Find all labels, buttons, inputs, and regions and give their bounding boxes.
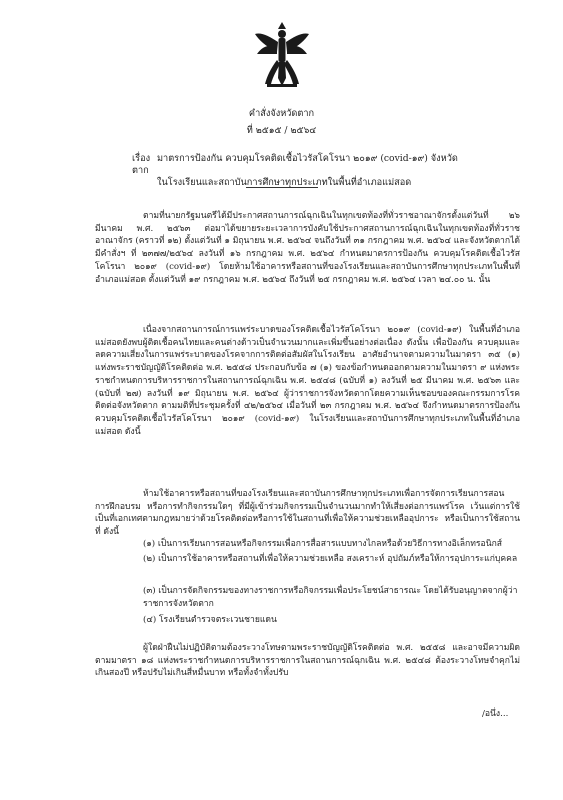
continued-marker: /อนึ่ง...: [482, 709, 509, 719]
garuda-emblem-icon: [253, 20, 311, 90]
paragraph-penalty: [95, 642, 520, 680]
paragraph-reason: [95, 324, 520, 438]
subject-label: เรื่อง: [132, 153, 151, 164]
paragraph-prohibition: [95, 488, 520, 539]
subject-line-2: ในโรงเรียนและสถาบันการศึกษาทุกประเภทในพื้นที่อำเภอแม่สอด: [157, 177, 412, 188]
subject-line-1: มาตรการป้องกัน ควบคุมโรคติดเชื้อไวรัสโคโรนา ๒๐๑๙ (covid-๑๙) จังหวัดตาก: [132, 153, 458, 176]
paragraph-background: [95, 210, 520, 286]
subject-block: [132, 153, 462, 189]
paragraph-prohibition-text: ห้ามใช้อาคารหรือสถานที่ของโรงเรียนและสถาบันการศึกษาทุกประเภทเพื่อการจัดการเรียนการสอน การฝึกอบรม หรือการทำกิจกรรมใดๆ ที่มีผู้เข้าร่วมกิจกรรมเป็นจำนวนมากทำให้เสี่ยงต่อการแพร่โรค เว้นแต่การใช้เป็นที่เอกเทศตามกฎหมายว่าด้วยโรคติดต่อหรือการใช้ในสถานที่เพื่อให้ความช่วยเหลืออุปการะ หรือเป็นการใช้สถานที่ ดังนี้: [95, 489, 520, 538]
list-item: (๑) เป็นการเรียนการสอนหรือกิจกรรมเพื่อการสื่อสารแบบทางไกลหรือด้วยวิธีการทางอิเล็กทรอนิกส์: [143, 539, 503, 549]
divider-line: [246, 187, 318, 188]
order-number: ที่ ๒๕๑๕ / ๒๕๖๔: [246, 125, 317, 136]
document-title: คำสั่งจังหวัดตาก: [248, 108, 315, 119]
list-item: (๔) โรงเรียนตำรวจตระเวนชายแดน: [143, 615, 277, 625]
paragraph-background-text: ตามที่นายกรัฐมนตรีได้มีประกาศสถานการณ์ฉุกเฉินในทุกเขตท้องที่ทั่วราชอาณาจักรตั้งแต่วันที่ ๒๖ มีนาคม พ.ศ. ๒๕๖๓ ต่อมาได้ขยายระยะเวลาการบังคับใช้ประกาศสถานการณ์ฉุกเฉินในทุกเขตท้องที่ทั่วราชอาณาจักร (คราวที่ ๑๒) ตั้งแต่วันที่ ๑ มิถุนายน พ.ศ. ๒๕๖๔ จนถึงวันที่ ๓๑ กรกฎาคม พ.ศ. ๒๕๖๔ และจังหวัดตากได้มีคำสั่งฯ ที่ ๒๓๗๗/๒๕๖๔ ลงวันที่ ๑๖ กรกฎาคม พ.ศ. ๒๕๖๔ กำหนดมาตรการป้องกัน ควบคุมโรคติดเชื้อไวรัสโคโรนา ๒๐๑๙ (covid-๑๙) โดยห้ามใช้อาคารหรือสถานที่ของโรงเรียนและสถาบันการศึกษาทุกประเภทในพื้นที่อำเภอแม่สอด ตั้งแต่วันที่ ๑๙ กรกฎาคม พ.ศ. ๒๕๖๔ ถึงวันที่ ๒๕ กรกฎาคม พ.ศ. ๒๕๖๔ เวลา ๒๔.๐๐ น. นั้น: [95, 211, 520, 285]
paragraph-penalty-text: ผู้ใดฝ่าฝืนไม่ปฏิบัติตามต้องระวางโทษตามพระราชบัญญัติโรคติดต่อ พ.ศ. ๒๕๕๘ และอาจมีความผิดตามมาตรา ๑๘ แห่งพระราชกำหนดการบริหารราชการในสถานการณ์ฉุกเฉิน พ.ศ. ๒๕๔๘ ต้องระวางโทษจำคุกไม่เกินสองปี หรือปรับไม่เกินสี่หมื่นบาท หรือทั้งจำทั้งปรับ: [95, 643, 520, 679]
list-item: (๓) เป็นการจัดกิจกรรมของทางราชการหรือกิจกรรมเพื่อประโยชน์สาธารณะ โดยได้รับอนุญาตจากผู้ว่าราชการจังหวัดตาก: [143, 586, 518, 609]
list-item: (๒) เป็นการใช้อาคารหรือสถานที่เพื่อให้ความช่วยเหลือ สงเคราะห์ อุปถัมภ์หรือให้การอุปการะแก่บุคคล: [143, 554, 518, 564]
paragraph-reason-text: เนื่องจากสถานการณ์การแพร่ระบาดของโรคติดเชื้อไวรัสโคโรนา ๒๐๑๙ (covid-๑๙) ในพื้นที่อำเภอแม่สอดยังพบผู้ติดเชื้อคนไทยและคนต่างด้าวเป็นจำนวนมากและเพิ่มขึ้นอย่างต่อเนื่อง ดังนั้น เพื่อป้องกัน ควบคุมและลดความเสี่ยงในการแพร่ระบาดของโรคจากการติดต่อสัมผัสในโรงเรียน อาศัยอำนาจตามความในมาตรา ๓๕ (๑) แห่งพระราชบัญญัติโรคติดต่อ พ.ศ. ๒๕๕๘ ประกอบกับข้อ ๗ (๑) ของข้อกำหนดออกตามความในมาตรา ๙ แห่งพระราชกำหนดการบริหารราชการในสถานการณ์ฉุกเฉิน พ.ศ. ๒๕๔๘ (ฉบับที่ ๑) ลงวันที่ ๒๕ มีนาคม พ.ศ. ๒๕๖๓ และ (ฉบับที่ ๒๗) ลงวันที่ ๑๙ มิถุนายน พ.ศ. ๒๕๖๔ ผู้ว่าราชการจังหวัดตากโดยความเห็นชอบของคณะกรรมการโรคติดต่อจังหวัดตาก ตามมติที่ประชุมครั้งที่ ๔๒/๒๕๖๔ เมื่อวันที่ ๒๓ กรกฎาคม พ.ศ. ๒๕๖๔ จึงกำหนดมาตรการป้องกัน ควบคุมโรคติดเชื้อไวรัสโคโรนา ๒๐๑๙ (covid-๑๙) ในโรงเรียนและสถาบันการศึกษาทุกประเภทในพื้นที่อำเภอแม่สอด ดังนี้: [95, 325, 520, 437]
